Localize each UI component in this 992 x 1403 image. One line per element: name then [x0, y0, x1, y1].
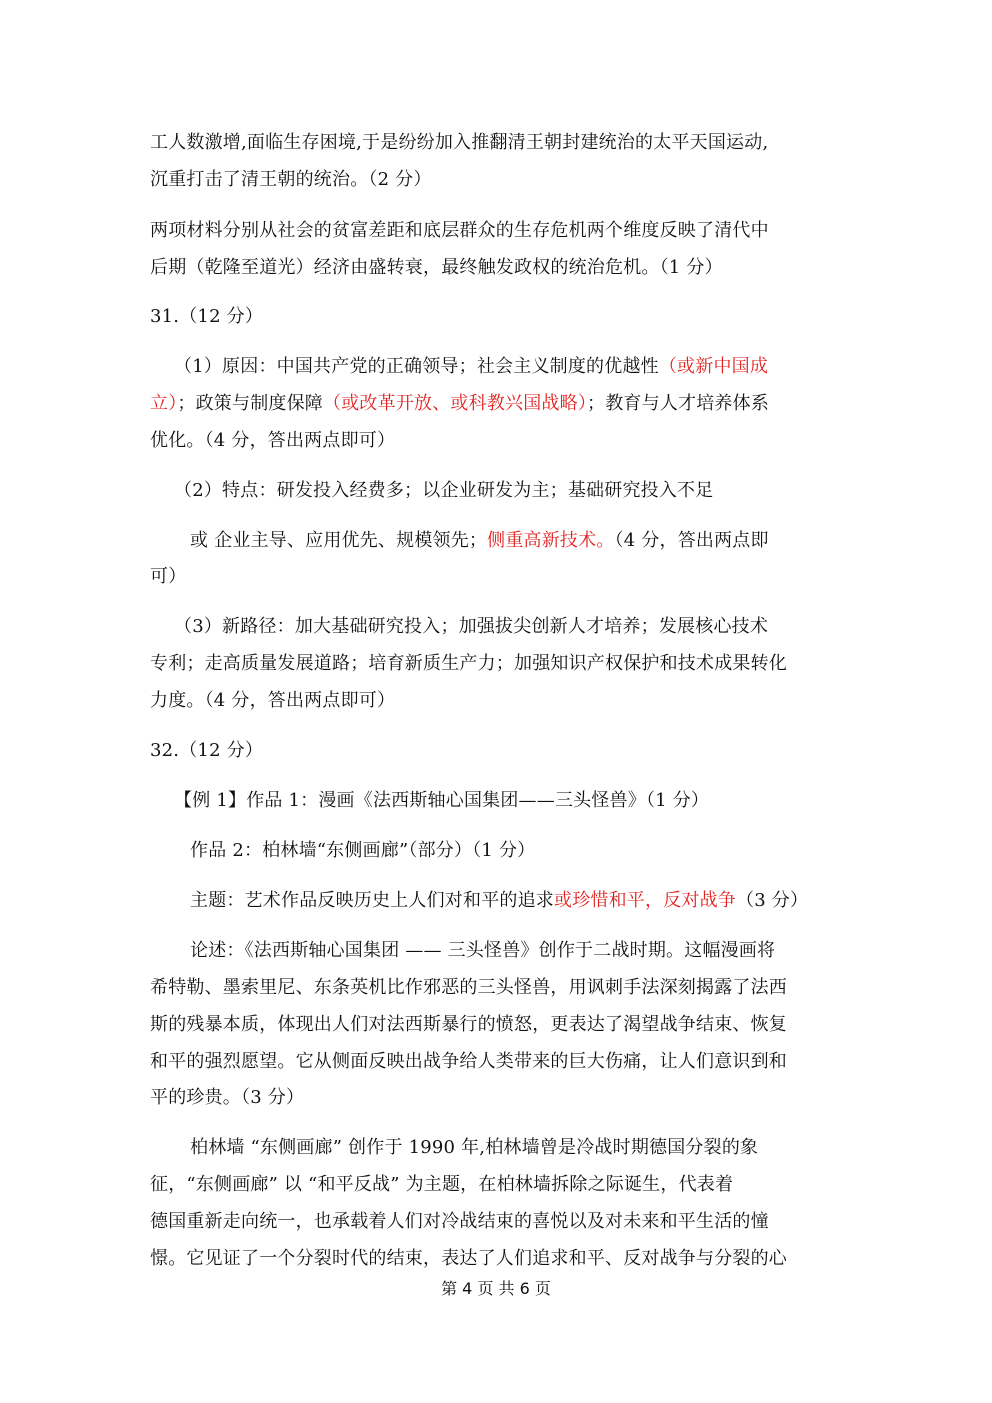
example-label: 【例 1】	[174, 790, 247, 811]
argument-1-line: 和平的强烈愿望。它从侧面反映出战争给人类带来的巨大伤痛，让人们意识到和	[150, 1051, 787, 1072]
theme-text: 主题：艺术作品反映历史上人们对和平的追求	[190, 890, 554, 911]
work-1-text: 作品 1：漫画《法西斯轴心国集团——三头怪兽》（1 分）	[246, 790, 710, 811]
page-number-footer: 第 4 页 共 6 页	[441, 1279, 551, 1298]
argument-2-line: 憬。它见证了一个分裂时代的结束，表达了人们追求和平、反对战争与分裂的心	[150, 1248, 787, 1269]
answer-31-1-line: 优化。（4 分，答出两点即可）	[150, 430, 396, 451]
argument-1-line: 斯的残暴本质，体现出人们对法西斯暴行的愤怒，更表达了渴望战争结束、恢复	[150, 1014, 787, 1035]
work-1-line	[174, 789, 850, 813]
alt-answer-text: 立）	[150, 393, 178, 414]
paragraph-line: 后期（乾隆至道光）经济由盛转衰，最终触发政权的统治危机。（1 分）	[150, 257, 723, 278]
argument-1-line: 希特勒、墨索里尼、东条英机比作邪恶的三头怪兽，用讽刺手法深刻揭露了法西	[150, 977, 787, 998]
paragraph-line: 两项材料分别从社会的贫富差距和底层群众的生存危机两个维度反映了清代中	[150, 220, 769, 241]
question-31-heading: 31.（12 分）	[150, 306, 264, 327]
work-2-line: 作品 2：柏林墙“东侧画廊”（部分）（1 分）	[190, 840, 536, 861]
answer-31-3-line: 力度。（4 分，答出两点即可）	[150, 690, 396, 711]
answer-text: （4 分，答出两点即	[614, 530, 769, 551]
question-32-heading: 32.（12 分）	[150, 740, 264, 761]
argument-1-line: 平的珍贵。（3 分）	[150, 1087, 305, 1108]
alt-theme-text: 或珍惜和平，反对战争	[554, 890, 736, 911]
answer-text: 或 企业主导、应用优先、规模领先；	[190, 530, 488, 551]
answer-text: ；政策与制度保障	[177, 393, 324, 414]
argument-2-line: 德国重新走向统一，也承载着人们对冷战结束的喜悦以及对未来和平生活的憧	[150, 1211, 769, 1232]
alt-answer-text: （或新中国成	[658, 356, 769, 377]
argument-1-line: 论述：《法西斯轴心国集团 —— 三头怪兽》创作于二战时期。这幅漫画将	[190, 940, 776, 961]
alt-answer-text: 侧重高新技术。	[487, 530, 615, 551]
answer-31-3-line: 专利；走高质量发展道路；培育新质生产力；加强知识产权保护和技术成果转化	[150, 653, 787, 674]
paragraph-line: 工人数激增,面临生存困境,于是纷纷加入推翻清王朝封建统治的太平天国运动,	[150, 132, 769, 153]
answer-text: （1）原因：中国共产党的正确领导；社会主义制度的优越性	[174, 356, 659, 377]
argument-2-line: 征，“东侧画廊” 以 “和平反战” 为主题，在柏林墙拆除之际诞生，代表着	[150, 1174, 734, 1195]
answer-31-2-line: （2）特点：研发投入经费多；以企业研发为主；基础研究投入不足	[174, 480, 714, 501]
answer-31-2-line: 可）	[150, 566, 187, 587]
alt-answer-text: （或改革开放、或科教兴国战略）	[323, 393, 588, 414]
theme-line	[190, 889, 850, 913]
answer-text: ；教育与人才培养体系	[587, 393, 770, 414]
argument-2-line: 柏林墙 “东侧画廊” 创作于 1990 年,柏林墙曾是冷战时期德国分裂的象	[190, 1137, 759, 1158]
score-text: （3 分）	[736, 890, 809, 911]
answer-31-2-line	[190, 529, 850, 553]
answer-31-1-line	[150, 392, 850, 416]
answer-31-1-line	[174, 355, 850, 379]
answer-31-3-line: （3）新路径：加大基础研究投入；加强拔尖创新人才培养；发展核心技术	[174, 616, 769, 637]
paragraph-line: 沉重打击了清王朝的统治。（2 分）	[150, 169, 432, 190]
